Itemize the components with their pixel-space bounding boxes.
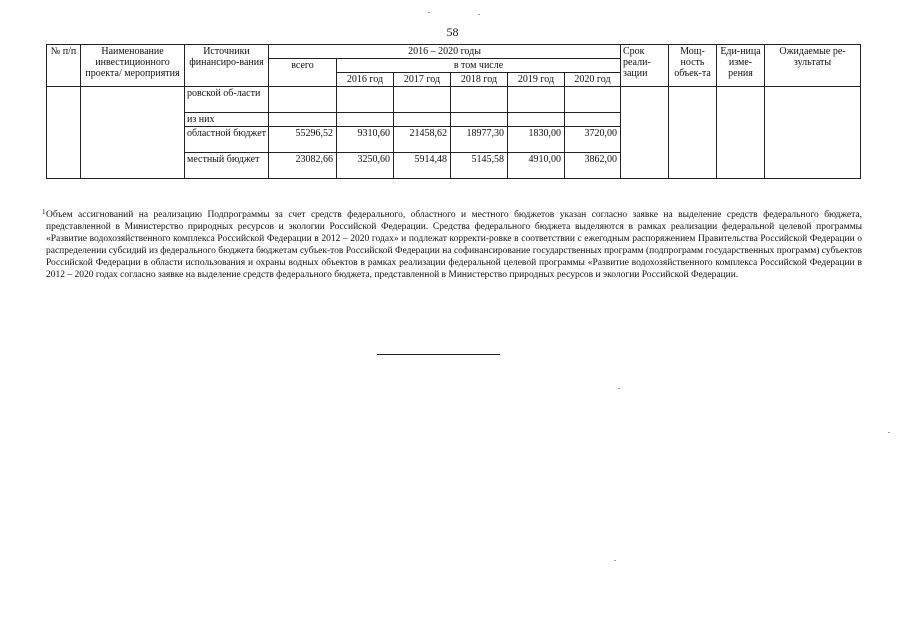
cell-total xyxy=(269,87,337,113)
cell-value: 1830,00 xyxy=(508,127,565,153)
cell-name xyxy=(81,87,185,179)
header-no: № п/п xyxy=(47,45,81,87)
footnote-mark: 1 xyxy=(42,208,46,216)
cell-value: 3250,60 xyxy=(337,153,394,179)
cell-term xyxy=(621,87,669,179)
header-year: 2019 год xyxy=(508,73,565,87)
header-year: 2017 год xyxy=(394,73,451,87)
cell-capacity xyxy=(669,87,717,179)
cell-source: из них xyxy=(185,113,269,127)
header-source: Источники финансиро-вания xyxy=(185,45,269,87)
header-year: 2020 год xyxy=(565,73,621,87)
header-including: в том числе xyxy=(337,59,621,73)
cell-value xyxy=(394,113,451,127)
scan-speck xyxy=(618,388,620,389)
cell-value xyxy=(508,87,565,113)
cell-source: ровской об-ласти xyxy=(185,87,269,113)
cell-value xyxy=(337,113,394,127)
table-row xyxy=(47,87,861,113)
cell-results xyxy=(765,87,861,179)
header-capacity: Мощ-ность объек-та xyxy=(669,45,717,87)
cell-value: 5145,58 xyxy=(451,153,508,179)
cell-value: 5914,48 xyxy=(394,153,451,179)
header-name: Наименование инвестиционного проекта/ мероприятия xyxy=(81,45,185,87)
cell-total: 55296,52 xyxy=(269,127,337,153)
funding-table xyxy=(46,44,861,179)
cell-value: 4910,00 xyxy=(508,153,565,179)
cell-value: 21458,62 xyxy=(394,127,451,153)
cell-value xyxy=(451,87,508,113)
cell-source: областной бюджет xyxy=(185,127,269,153)
header-results: Ожидаемые ре-зультаты xyxy=(765,45,861,87)
cell-value: 3720,00 xyxy=(565,127,621,153)
header-term: Срок реали-зации xyxy=(621,45,669,87)
cell-value xyxy=(394,87,451,113)
header-total: всего xyxy=(269,59,337,87)
scan-speck xyxy=(888,432,890,433)
cell-value xyxy=(565,87,621,113)
cell-unit xyxy=(717,87,765,179)
scan-speck xyxy=(428,12,430,13)
end-rule xyxy=(377,354,500,355)
cell-total xyxy=(269,113,337,127)
header-period: 2016 – 2020 годы xyxy=(269,45,621,59)
header-year: 2018 год xyxy=(451,73,508,87)
header-row-1 xyxy=(47,45,861,59)
cell-value xyxy=(451,113,508,127)
cell-source: местный бюджет xyxy=(185,153,269,179)
cell-value xyxy=(565,113,621,127)
cell-value xyxy=(337,87,394,113)
cell-value: 18977,30 xyxy=(451,127,508,153)
page-number: 58 xyxy=(446,25,459,39)
footnote-text: Объем ассигнований на реализацию Подпрограммы за счет средств федерального, областного и местного бюджетов указан согласно заявке на выделение средств федерального бюджета, представленной в Министерство природных ресурсов и экологии Российской Федерации. Средства федерального бюджета выделяются в рамках реализации федеральной целевой программы «Развитие водохозяйственного комплекса Российской Федерации в 2012 – 2020 годах» и подлежат корректи-ровке в соответствии с ежегодным распоряжением Правительства Российской Федерации о распределении субсидий из федерального бюджета бюджетам субъек-тов Российской Федерации на софинансирование государственных программ (подпрограмм государственных программ) субъектов Российской Федерации в области использования и охраны водных объектов в рамках реализации федеральной целевой программы «Развитие водохозяйственного комплекса Российской Федерации в 2012 – 2020 годах согласно заявке на выделение средств федерального бюджета, представленной в Министерство природных ресурсов и экологии Российской Федерации. xyxy=(46,210,862,280)
header-year: 2016 год xyxy=(337,73,394,87)
scan-speck xyxy=(478,14,480,15)
cell-total: 23082,66 xyxy=(269,153,337,179)
cell-value: 9310,60 xyxy=(337,127,394,153)
cell-value xyxy=(508,113,565,127)
cell-value: 3862,00 xyxy=(565,153,621,179)
cell-no xyxy=(47,87,81,179)
footnote xyxy=(42,208,862,281)
header-unit: Еди-ница изме-рения xyxy=(717,45,765,87)
scan-speck xyxy=(614,560,616,561)
